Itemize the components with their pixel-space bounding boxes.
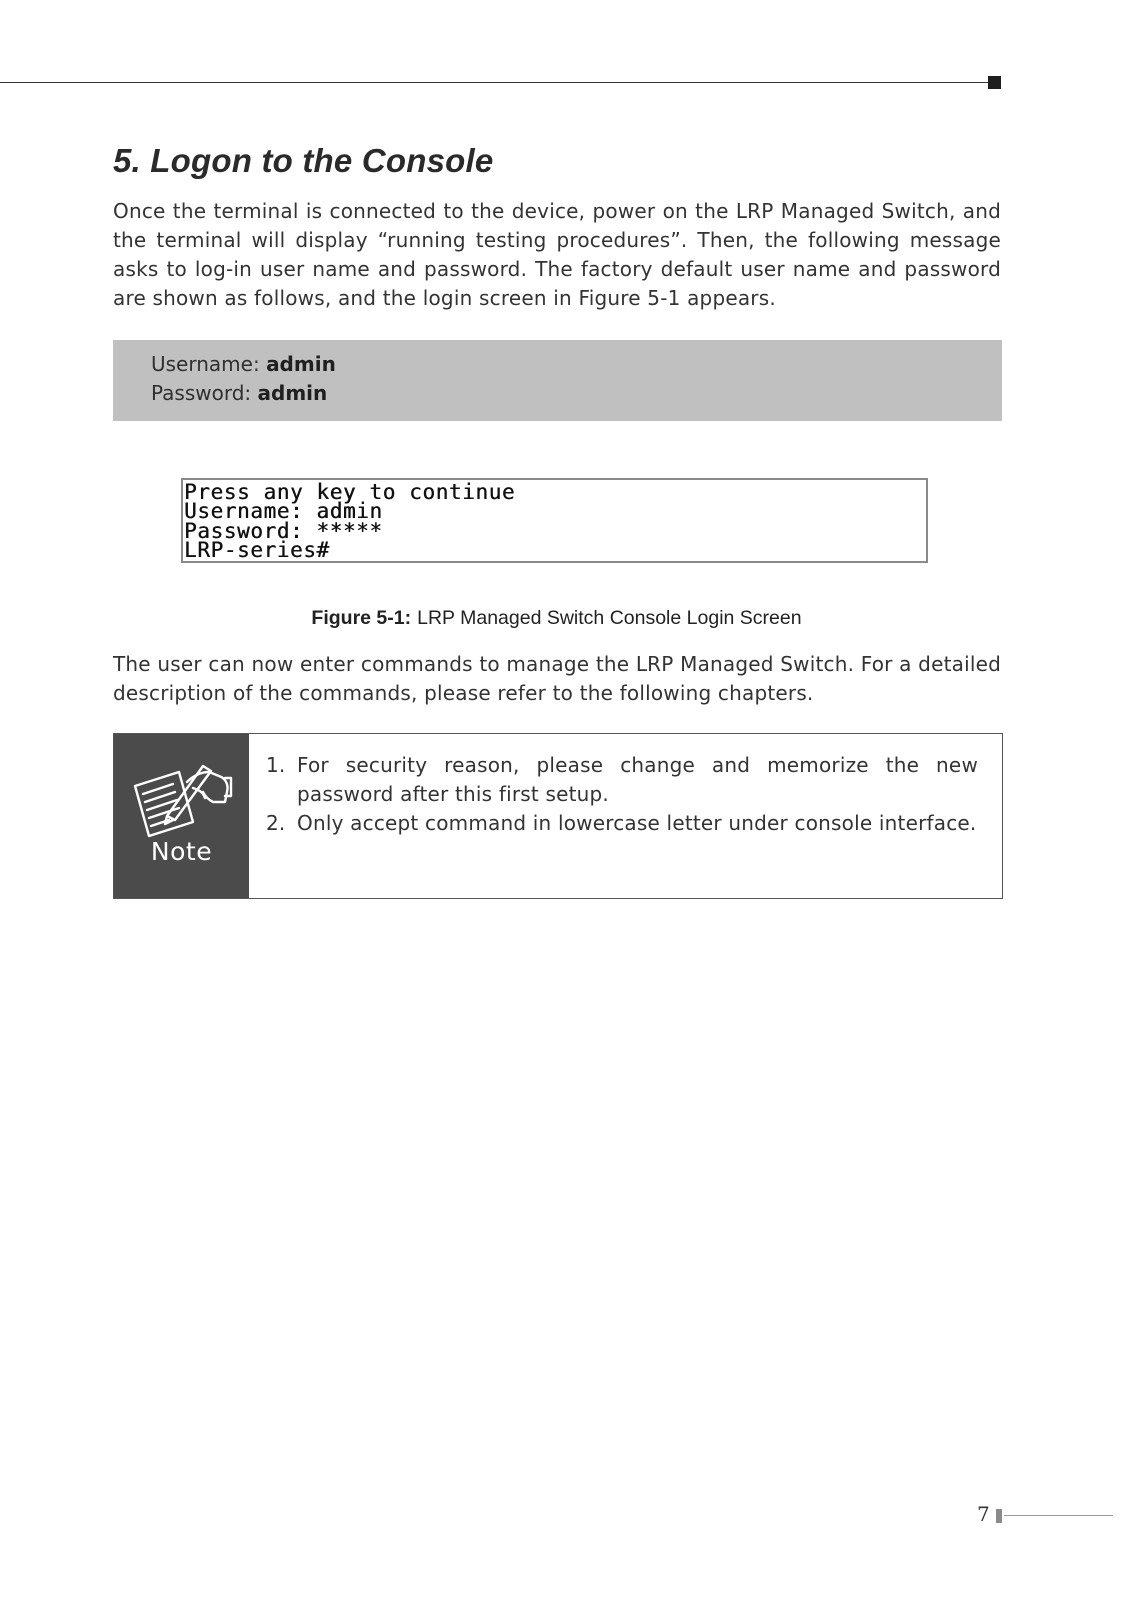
note-list [266, 751, 978, 838]
figure-caption-text: LRP Managed Switch Console Login Screen [417, 607, 802, 629]
note-item-text: For security reason, please change and memorize the new password after this first setup. [297, 753, 978, 806]
note-writing-hand-icon [129, 756, 234, 842]
note-item-number: 2. [266, 811, 286, 835]
console-line-press-key: Press any key to continue [184, 480, 516, 504]
note-box [113, 733, 1003, 899]
note-sidebar [114, 734, 249, 898]
note-item-text: Only accept command in lowercase letter under console interface. [297, 811, 977, 835]
password-label: Password: [151, 381, 252, 405]
followup-paragraph: The user can now enter commands to manage the LRP Managed Switch. For a detailed description of the commands, please refer to the following chapters. [113, 652, 1001, 705]
password-value: admin [257, 381, 328, 405]
footer-rule [1004, 1515, 1113, 1516]
page-number: 7 [977, 1502, 990, 1526]
header-square-marker [988, 76, 1001, 89]
note-item-number: 1. [266, 753, 286, 777]
note-item [266, 809, 978, 838]
console-line-username: Username: admin [184, 499, 383, 523]
username-label: Username: [151, 352, 260, 376]
console-line-password: Password: ***** [184, 519, 383, 543]
password-line [151, 379, 327, 408]
note-item [266, 751, 978, 809]
username-value: admin [266, 352, 336, 376]
note-label: Note [150, 837, 213, 866]
console-login-screenshot [181, 478, 928, 563]
header-rule [0, 82, 990, 83]
footer-marker [996, 1509, 1002, 1523]
console-line-prompt: LRP-series# [184, 538, 330, 562]
intro-paragraph: Once the terminal is connected to the device, power on the LRP Managed Switch, and the terminal will display “running testing procedures”. Then, the following message asks to log-in user name and password. The factory default user name and password are shown as follows, and the login screen in Figure 5-1 appears. [113, 199, 1001, 310]
section-heading: 5. Logon to the Console [113, 142, 494, 179]
username-line [151, 350, 336, 379]
default-credentials-box [113, 340, 1002, 421]
figure-label: Figure 5-1: [311, 607, 412, 629]
figure-caption [0, 607, 1113, 630]
